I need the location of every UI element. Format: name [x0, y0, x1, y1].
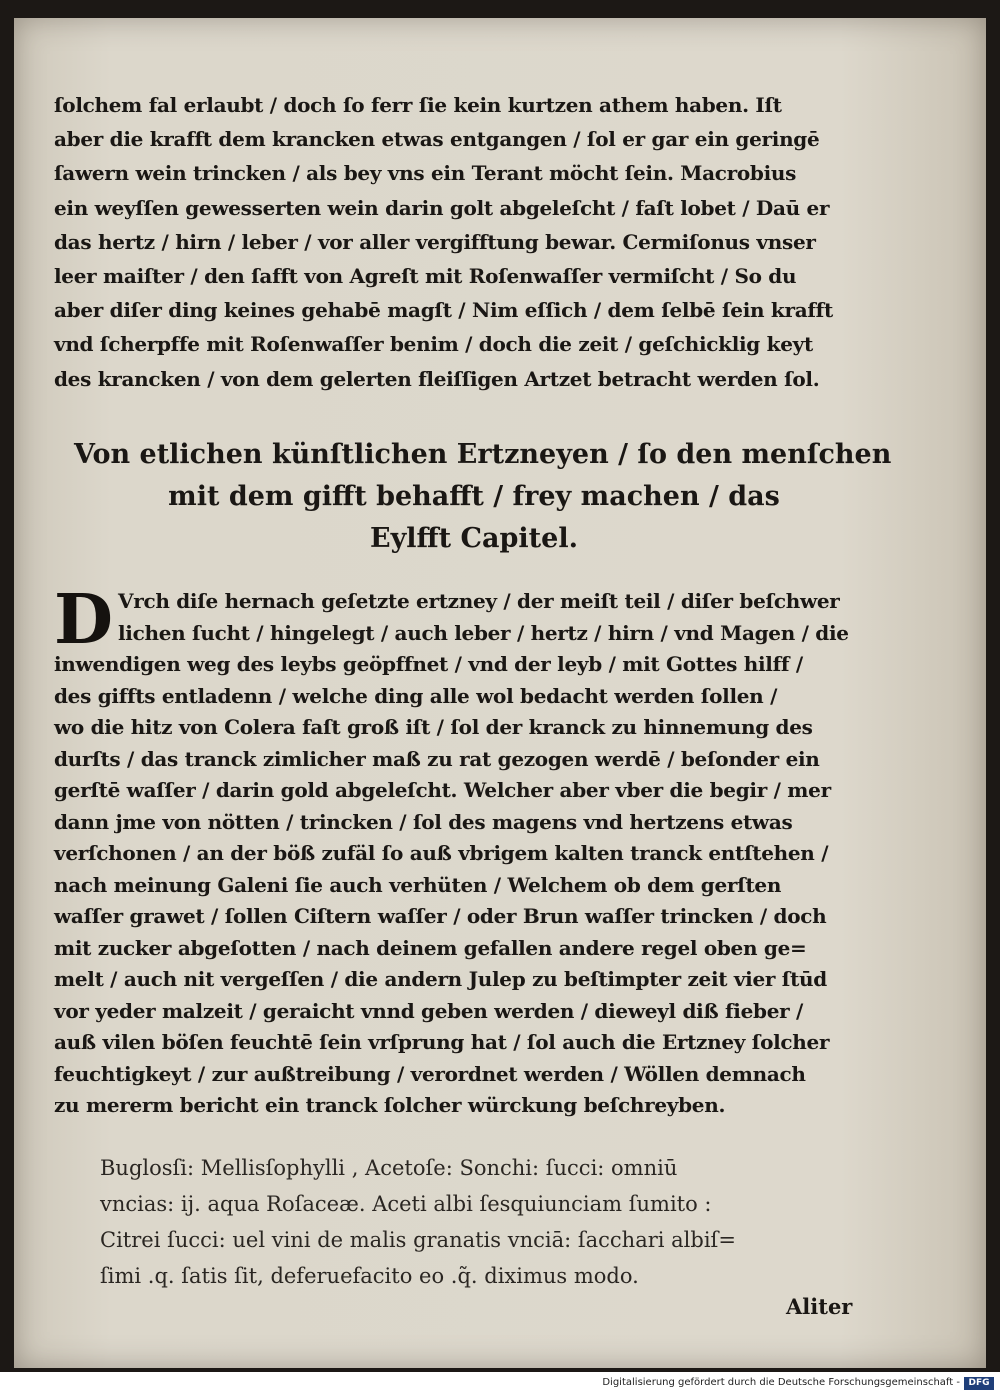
text-line: vor yeder malzeit / geraicht vnnd geben werden / dieweyl diß fieber /: [54, 998, 804, 1023]
latin-line: vncias: ij. aqua Roſaceæ. Aceti albi ſesquiunciam ſumito :: [100, 1192, 712, 1216]
text-line: verſchonen / an der böß zufäl ſo auß vbrigem kalten tranck entſtehen /: [54, 841, 829, 865]
text-line: melt / auch nit vergeſſen / die andern Julep zu beſtimpter zeit vier ſtūd: [54, 967, 827, 991]
funding-credit: Digitalisierung gefördert durch die Deutsche Forschungsgemeinschaft -: [602, 1377, 960, 1388]
text-line: gerſtē waſſer / darin gold abgeleſcht. Welcher aber vber die begir / mer: [54, 778, 831, 802]
text-line: ſawern wein trincken / als bey vns ein Terant möcht ſein. Macrobius: [54, 161, 797, 186]
text-line: wo die hitz von Colera faſt groß iſt / ſol der kranck zu hinnemung des: [54, 715, 813, 739]
text-line: das hertz / hirn / leber / vor aller vergifftung bewar. Cermiſonus vnser: [54, 229, 816, 254]
text-line: des giffts entladenn / welche ding alle wol bedacht werden ſollen /: [54, 683, 778, 708]
text-line: ſolchem fal erlaubt / doch ſo ferr ſie kein kurtzen athem haben. Iſt: [54, 93, 782, 117]
footer-bar: [0, 1372, 1000, 1396]
text-line: dann jme von nötten / trincken / ſol des magens vnd hertzens etwas: [54, 809, 793, 834]
text-line: mit zucker abgeſotten / nach deinem gefallen andere regel oben ge=: [54, 935, 807, 960]
latin-line: Citrei ſucci: uel vini de malis granatis vnciā: ſacchari albiſ=: [100, 1228, 736, 1252]
text-line: Vrch diſe hernach geſetzte ertzney / der meiſt teil / diſer beſchwer: [118, 589, 840, 613]
text-line: aber die krafft dem krancken etwas entgangen / ſol er gar ein geringē: [54, 127, 820, 152]
drop-cap: D: [54, 580, 113, 660]
text-line: aber diſer ding keines gehabē magſt / Nim eſſich / dem ſelbē ſein krafft: [54, 298, 833, 323]
latin-recipe: [100, 1150, 880, 1294]
text-line: feuchtigkeyt / zur außtreibung / verordnet werden / Wöllen demnach: [54, 1061, 806, 1086]
paragraph-continued: [54, 88, 874, 396]
book-page: [14, 18, 986, 1368]
latin-line: ſimi .q. ſatis ſit, deferuefacito eo .q̃. diximus modo.: [100, 1264, 639, 1288]
text-line: lichen ſucht / hingelegt / auch leber / hertz / hirn / vnd Magen / die: [118, 620, 849, 645]
text-line: zu mererm bericht ein tranck ſolcher würckung beſchreyben.: [54, 1093, 726, 1117]
heading-line: Eylfft Capitel.: [370, 523, 578, 554]
text-line: waſſer grawet / ſollen Ciſtern waſſer / oder Brun waſſer trincken / doch: [54, 904, 827, 928]
text-line: durſts / das tranck zimlicher maß zu rat gezogen werdē / beſonder ein: [54, 746, 820, 771]
chapter-heading: [74, 434, 892, 560]
heading-line: mit dem gifft behafft / frey machen / das: [168, 481, 780, 512]
text-line: nach meinung Galeni ſie auch verhüten / Welchem ob dem gerſten: [54, 872, 782, 897]
chapter-paragraph: [54, 580, 874, 1122]
dfg-logo: DFG: [964, 1377, 994, 1390]
text-line: des krancken / von dem gelerten fleiſſigen Artzet betracht werden ſol.: [54, 366, 820, 391]
text-line: leer maiſter / den ſafft von Agreſt mit Roſenwaſſer vermiſcht / So du: [54, 264, 797, 289]
latin-line: Buglosſi: Mellisſophylli , Acetoſe: Sonchi: ſucci: omniū: [100, 1156, 678, 1180]
catchword: Aliter: [786, 1294, 853, 1319]
text-line: auß vilen böſen feuchtē ſein vrſprung hat / ſol auch die Ertzney ſolcher: [54, 1030, 830, 1054]
text-line: inwendigen weg des leybs geöpffnet / vnd der leyb / mit Gottes hilff /: [54, 652, 803, 676]
text-line: vnd ſcherpffe mit Roſenwaſſer benim / doch die zeit / geſchicklig keyt: [54, 332, 813, 357]
heading-line: Von etlichen künſtlichen Ertzneyen / ſo den menſchen: [74, 439, 892, 470]
text-line: ein weyſſen gewesserten wein darin golt abgeleſcht / faſt lobet / Daū er: [54, 195, 830, 220]
